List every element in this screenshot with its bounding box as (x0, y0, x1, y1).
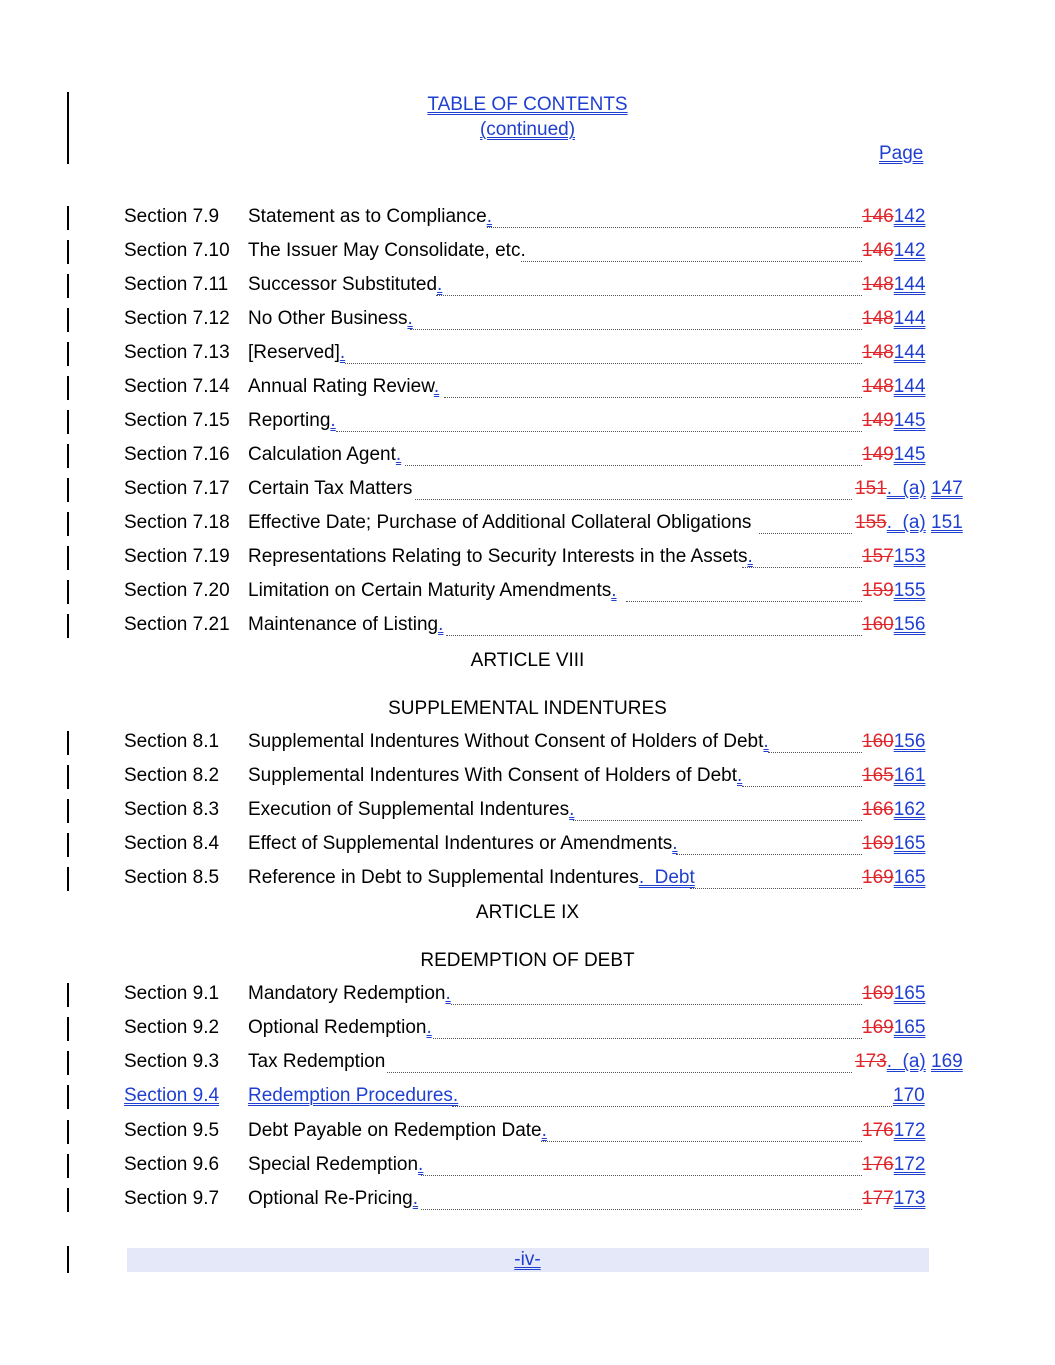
section-number: Section 7.12 (124, 308, 230, 329)
section-number: Section 9.6 (124, 1154, 220, 1175)
page-ref: 157153 (862, 546, 926, 567)
section-number: Section 7.20 (124, 580, 230, 601)
toc-row[interactable] (0, 206, 1055, 234)
section-number: Section 7.13 (124, 342, 230, 363)
dot-leader (742, 786, 862, 787)
page-ref: 146142 (862, 240, 926, 261)
dot-leader (436, 295, 862, 296)
section-number: Section 9.3 (124, 1051, 220, 1072)
section-number: Section 7.17 (124, 478, 230, 499)
section-title: Effect of Supplemental Indentures or Amendments. (248, 833, 678, 854)
page-ref: 169165 (862, 1017, 926, 1038)
section-title: [Reserved]. (248, 342, 346, 363)
dot-leader (452, 1106, 892, 1107)
page-ref: 177173 (862, 1188, 926, 1209)
dot-leader (759, 533, 852, 534)
page-ref: 160156 (862, 731, 926, 752)
dot-leader (521, 261, 862, 262)
section-title: Representations Relating to Security Interests in the Assets. (248, 546, 753, 567)
section-number: Section 7.21 (124, 614, 230, 635)
article-label: ARTICLE VIII (470, 650, 585, 671)
dot-leader (768, 752, 862, 753)
toc-row[interactable] (0, 867, 1055, 895)
dot-leader (405, 465, 862, 466)
toc-row[interactable] (0, 1188, 1055, 1216)
section-number: Section 7.10 (124, 240, 230, 261)
dot-leader (345, 363, 862, 364)
section-number: Section 7.11 (124, 274, 229, 295)
section-title: Optional Redemption. (248, 1017, 432, 1038)
toc-row[interactable] (0, 580, 1055, 608)
toc-row[interactable] (0, 833, 1055, 861)
toc-row[interactable] (0, 731, 1055, 759)
section-number: Section 9.1 (124, 983, 220, 1004)
toc-row[interactable] (0, 546, 1055, 574)
toc-row[interactable] (0, 614, 1055, 642)
toc-row[interactable] (0, 1017, 1055, 1045)
page-ref: 148144 (862, 342, 926, 363)
page-ref: 148144 (862, 376, 926, 397)
section-number: Section 8.1 (124, 731, 220, 752)
section-title: Maintenance of Listing. (248, 614, 444, 635)
section-title: Reference in Debt to Supplemental Indentures. Debt (248, 867, 695, 888)
page-column-label: Page (879, 143, 924, 164)
section-number: Section 8.4 (124, 833, 220, 854)
dot-leader (626, 601, 862, 602)
article-heading: SUPPLEMENTAL INDENTURES (388, 698, 667, 719)
section-number: Section 7.14 (124, 376, 230, 397)
toc-row[interactable] (0, 274, 1055, 302)
section-title: Redemption Procedures. (248, 1085, 459, 1106)
dot-leader (433, 1038, 862, 1039)
dot-leader (421, 1175, 862, 1176)
toc-row[interactable] (0, 410, 1055, 438)
page-ref: 151. (a) 147 (855, 478, 963, 499)
section-number: Section 9.7 (124, 1188, 220, 1209)
page-number: -iv- (514, 1249, 541, 1270)
section-number: Section 8.3 (124, 799, 220, 820)
page-ref: 170 (893, 1085, 925, 1106)
section-title: Reporting. (248, 410, 336, 431)
dot-leader (690, 888, 862, 889)
article-label: ARTICLE IX (475, 902, 580, 923)
dot-leader (387, 1072, 852, 1073)
section-title: Effective Date; Purchase of Additional Collateral Obligations (248, 512, 752, 533)
toc-row[interactable] (0, 1120, 1055, 1148)
toc-continued: (continued) (479, 119, 576, 140)
page-ref: 176172 (862, 1154, 926, 1175)
section-title: Annual Rating Review. (248, 376, 440, 397)
toc-title: TABLE OF CONTENTS (427, 94, 628, 115)
dot-leader (444, 397, 862, 398)
dot-leader (446, 635, 862, 636)
dot-leader (742, 567, 862, 568)
toc-row[interactable] (0, 478, 1055, 506)
section-number: Section 7.9 (124, 206, 220, 227)
article-heading: REDEMPTION OF DEBT (420, 950, 635, 971)
page-ref: 169165 (862, 983, 926, 1004)
toc-row[interactable] (0, 799, 1055, 827)
page-ref: 149145 (862, 410, 926, 431)
section-title: Limitation on Certain Maturity Amendments. (248, 580, 617, 601)
page-ref: 155. (a) 151 (855, 512, 963, 533)
section-title: Mandatory Redemption. (248, 983, 451, 1004)
dot-leader (541, 1141, 862, 1142)
toc-row[interactable] (0, 376, 1055, 404)
dot-leader (676, 854, 862, 855)
toc-row-inserted[interactable] (0, 1085, 1055, 1113)
toc-row[interactable] (0, 240, 1055, 268)
page-ref: 169165 (862, 833, 926, 854)
section-title: Execution of Supplemental Indentures. (248, 799, 575, 820)
page-ref: 173. (a) 169 (855, 1051, 963, 1072)
section-title: Certain Tax Matters (248, 478, 413, 499)
dot-leader (410, 329, 862, 330)
section-title: Optional Re-Pricing. (248, 1188, 419, 1209)
dot-leader (415, 499, 852, 500)
page-ref: 148144 (862, 274, 926, 295)
dot-leader (451, 1004, 862, 1005)
toc-row[interactable] (0, 983, 1055, 1011)
page-ref: 176172 (862, 1120, 926, 1141)
section-title: Special Redemption. (248, 1154, 424, 1175)
toc-row[interactable] (0, 444, 1055, 472)
dot-leader (336, 431, 862, 432)
section-number: Section 7.18 (124, 512, 230, 533)
toc-row[interactable] (0, 1051, 1055, 1079)
section-number: Section 8.2 (124, 765, 220, 786)
toc-row[interactable] (0, 1154, 1055, 1182)
dot-leader (421, 1209, 862, 1210)
page-ref: 146142 (862, 206, 926, 227)
section-title: Debt Payable on Redemption Date. (248, 1120, 547, 1141)
page-ref: 148144 (862, 308, 926, 329)
dot-leader (487, 227, 862, 228)
section-number: Section 7.15 (124, 410, 230, 431)
page-ref: 165161 (862, 765, 926, 786)
section-title: No Other Business. (248, 308, 413, 329)
section-title: The Issuer May Consolidate, etc. (248, 240, 526, 261)
section-title: Supplemental Indentures With Consent of Holders of Debt. (248, 765, 743, 786)
dot-leader (573, 820, 862, 821)
page-ref: 160156 (862, 614, 926, 635)
toc-row[interactable] (0, 512, 1055, 540)
page-ref: 149145 (862, 444, 926, 465)
section-title: Tax Redemption (248, 1051, 386, 1072)
page-ref: 159155 (862, 580, 926, 601)
section-number: Section 7.19 (124, 546, 230, 567)
page-ref: 169165 (862, 867, 926, 888)
section-title: Supplemental Indentures Without Consent of Holders of Debt. (248, 731, 769, 752)
section-number: Section 7.16 (124, 444, 230, 465)
toc-row[interactable] (0, 308, 1055, 336)
section-title: Statement as to Compliance. (248, 206, 492, 227)
section-title: Calculation Agent. (248, 444, 402, 465)
toc-row[interactable] (0, 342, 1055, 370)
toc-row[interactable] (0, 765, 1055, 793)
section-number: Section 9.5 (124, 1120, 220, 1141)
section-number: Section 8.5 (124, 867, 220, 888)
page-ref: 166162 (862, 799, 926, 820)
section-number: Section 9.2 (124, 1017, 220, 1038)
section-number: Section 9.4 (124, 1085, 220, 1106)
section-title: Successor Substituted. (248, 274, 443, 295)
